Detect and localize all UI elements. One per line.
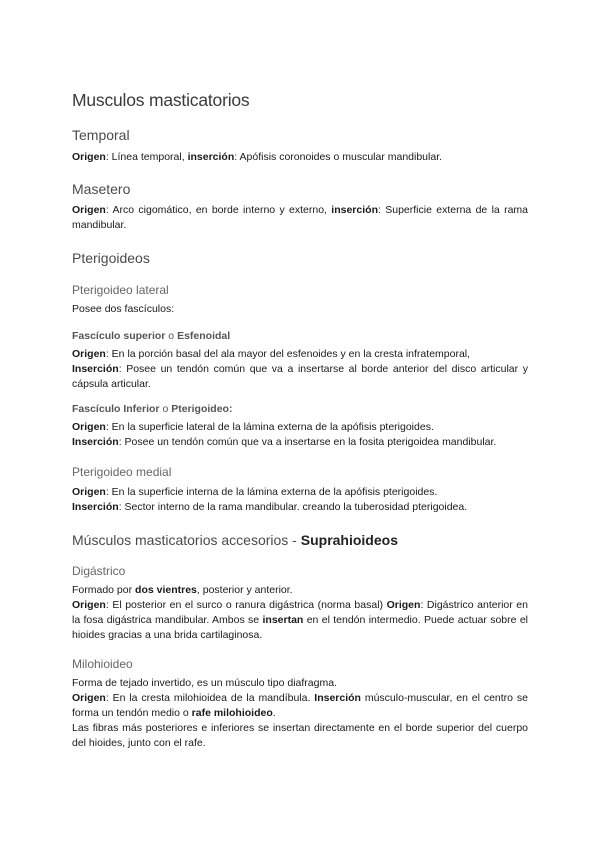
paragraph-fasciculo-superior: [72, 347, 528, 392]
heading-temporal: Temporal: [72, 127, 130, 143]
origen-label: Origen: [72, 348, 106, 360]
origen-label: Origen: [72, 599, 106, 611]
origen-text: : El posterior en el surco o ranura digástrica (norma basal): [105, 599, 387, 611]
heading-pterigoideo-medial: Pterigoideo medial: [72, 465, 172, 479]
esfenoidal-label: Esfenoidal: [177, 330, 231, 342]
milohioideo-line-3: Las fibras más posteriores e inferiores se insertan directamente en el borde superior del cuerpo del hioides, junto con el rafe.: [72, 722, 528, 749]
heading-fasciculo-inferior: [72, 403, 232, 415]
suprahioideos-label: Suprahioideos: [300, 532, 398, 548]
origen-label-2: Origen: [386, 599, 421, 611]
heading-digastrico: Digástrico: [72, 564, 126, 578]
origen-label: Origen: [72, 204, 106, 216]
rafe-label: rafe milohioideo: [191, 707, 273, 719]
origen-text: : En la superficie interna de la lámina externa de la apófisis pterigoides.: [105, 486, 438, 498]
heading-fasciculo-superior: [72, 330, 230, 342]
dos-vientres-label: dos vientres: [135, 584, 197, 596]
heading-or: o: [165, 330, 178, 342]
paragraph-digastrico: [72, 583, 528, 643]
pterigoideo-label: Pterigoideo:: [171, 403, 233, 415]
insertan-label: insertan: [262, 614, 304, 626]
rafe-end: .: [272, 707, 276, 719]
insercion-label: Inserción: [72, 436, 119, 448]
milohioideo-line-1: Forma de tejado invertido, es un músculo tipo diafragma.: [72, 677, 337, 689]
heading-accesorios-text: Músculos masticatorios accesorios -: [72, 532, 301, 548]
insercion-label: Inserción: [314, 692, 361, 704]
fasciculo-inferior-label: Fascículo Inferior: [72, 403, 160, 415]
origen-text: : Arco cigomático, en borde interno y externo,: [105, 204, 332, 216]
heading-milohioideo: Milohioideo: [72, 657, 133, 671]
insercion-text: : Superficie externa de la rama mandibular.: [72, 204, 529, 231]
insercion-label: inserción: [187, 151, 235, 163]
insercion-label: Inserción: [72, 363, 119, 375]
origen-label: Origen: [72, 421, 106, 433]
origen-text: : En la porción basal del ala mayor del esfenoides y en la cresta infratemporal,: [105, 348, 471, 360]
insercion-label: inserción: [331, 204, 378, 216]
origen-text: : Línea temporal,: [105, 151, 188, 163]
heading-accesorios: [72, 532, 398, 548]
insercion-text: : Posee un tendón común que va a insertarse al borde anterior del disco articular y cápsula articular.: [72, 363, 528, 390]
insercion-label: Inserción: [72, 501, 119, 513]
paragraph-milohioideo: [72, 676, 528, 751]
paragraph-temporal: [72, 150, 528, 165]
page-title: Musculos masticatorios: [72, 90, 250, 110]
insertan-text: en el tendón intermedio. Puede actuar sobre el hioides gracias a una brida cartilaginosa.: [72, 614, 528, 641]
paragraph-masetero: [72, 203, 528, 233]
text: Formado por: [72, 584, 136, 596]
origen-label: Origen: [72, 486, 106, 498]
paragraph-pterigoideo-medial: [72, 485, 528, 515]
insercion-text: : Posee un tendón común que va a insertarse en la fosita pterigoidea mandibular.: [118, 436, 497, 448]
insercion-text: : Sector interno de la rama mandibular. creando la tuberosidad pterigoidea.: [118, 501, 468, 513]
insercion-text: músculo-muscular, en el centro se forma un tendón medio o: [72, 692, 528, 719]
heading-pterigoideos: Pterigoideos: [72, 250, 150, 266]
origen-label: Origen: [72, 692, 106, 704]
heading-pterigoideo-lateral: Pterigoideo lateral: [72, 283, 169, 297]
paragraph-fasciculo-inferior: [72, 420, 528, 450]
origen-text: : En la superficie lateral de la lámina externa de la apófisis pterigoides.: [105, 421, 434, 433]
origen-text-2: : Digástrico anterior en la fosa digástrica mandibular. Ambos se: [72, 599, 528, 626]
text: , posterior y anterior.: [196, 584, 293, 596]
origen-text: : En la cresta milohioidea de la mandíbula.: [105, 692, 315, 704]
paragraph-lateral-intro: Posee dos fascículos:: [72, 303, 175, 315]
heading-masetero: Masetero: [72, 181, 131, 197]
fasciculo-superior-label: Fascículo superior: [72, 330, 166, 342]
origen-label: Origen: [72, 151, 106, 163]
insercion-text: : Apófisis coronoides o muscular mandibular.: [234, 151, 443, 163]
heading-or: o: [159, 403, 172, 415]
